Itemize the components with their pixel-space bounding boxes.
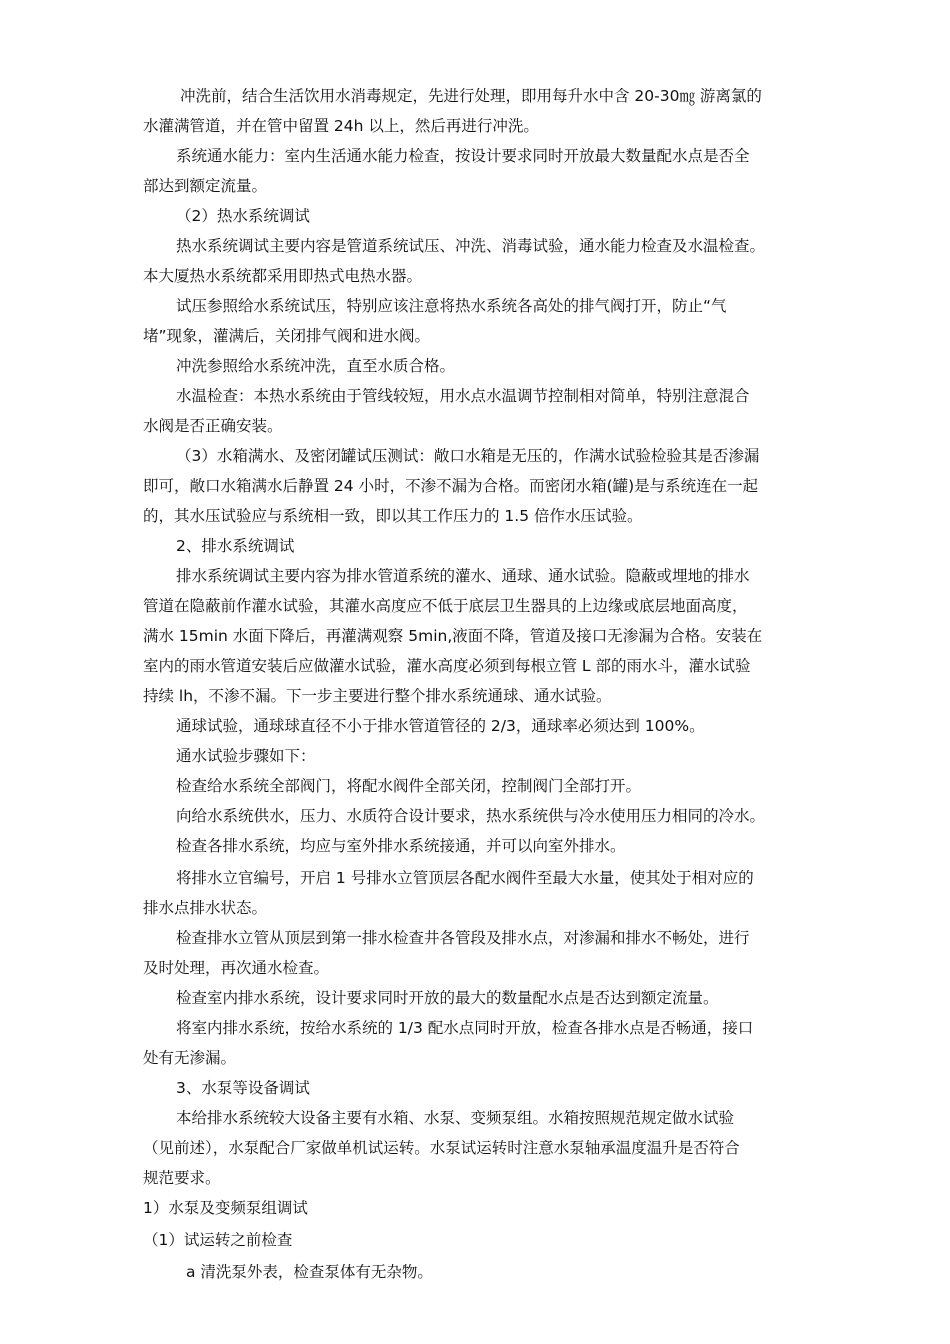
text-line: 水阀是否正确安装。 bbox=[143, 417, 283, 435]
text-line: a 清洗泵外表，检查泵体有无杂物。 bbox=[186, 1263, 433, 1281]
text-line: 试压参照给水系统试压，特别应该注意将热水系统各高处的排气阀打开，防止“气 bbox=[176, 297, 727, 315]
text-line: 冲洗参照给水系统冲洗，直至水质合格。 bbox=[176, 357, 456, 375]
text-line: 本给排水系统较大设备主要有水箱、水泵、变频泵组。水箱按照规范规定做水试验 bbox=[176, 1109, 735, 1127]
text-line: 排水点排水状态。 bbox=[143, 899, 268, 917]
section-heading: 2、排水系统调试 bbox=[176, 537, 295, 555]
text-line: 检查给水系统全部阀门，将配水阀件全部关闭，控制阀门全部打开。 bbox=[176, 777, 642, 795]
text-line: 通水试验步骤如下： bbox=[176, 747, 316, 765]
text-line: 水温检查：本热水系统由于管线较短，用水点水温调节控制相对简单，特别注意混合 bbox=[176, 387, 750, 405]
text-line: 冲洗前，结合生活饮用水消毒规定，先进行处理，即用每升水中含 20-30㎎ 游离氯的 bbox=[180, 87, 762, 105]
text-line: 向给水系统供水，压力、水质符合设计要求，热水系统供与冷水使用压力相同的冷水。 bbox=[176, 807, 766, 825]
text-line: 即可，敞口水箱满水后静置 24 小时，不渗不漏为合格。而密闭水箱(罐)是与系统连在一起 bbox=[143, 477, 759, 495]
text-line: 及时处理，再次通水检查。 bbox=[143, 959, 330, 977]
text-line: 满水 15min 水面下降后，再灌满观察 5min,液面不降，管道及接口无渗漏为合格。安装在 bbox=[143, 627, 763, 645]
text-line: 将室内排水系统，按给水系统的 1/3 配水点同时开放，检查各排水点是否畅通，接口 bbox=[176, 1019, 754, 1037]
text-line: 水灌满管道，并在管中留置 24h 以上，然后再进行冲洗。 bbox=[143, 117, 539, 135]
text-line: 部达到额定流量。 bbox=[143, 177, 268, 195]
text-line: 室内的雨水管道安装后应做灌水试验，灌水高度必须到每根立管 L 部的雨水斗，灌水试验 bbox=[143, 657, 751, 675]
text-line: 的，其水压试验应与系统相一致，即以其工作压力的 1.5 倍作水压试验。 bbox=[143, 507, 643, 525]
text-line: 将排水立官编号，开启 1 号排水立管顶层各配水阀件至最大水量，使其处于相对应的 bbox=[176, 869, 754, 887]
section-heading: （2）热水系统调试 bbox=[176, 207, 310, 225]
text-line: 检查各排水系统，均应与室外排水系统接通，并可以向室外排水。 bbox=[176, 837, 626, 855]
text-line: 处有无渗漏。 bbox=[143, 1049, 237, 1067]
section-heading: 3、水泵等设备调试 bbox=[176, 1079, 310, 1097]
text-line: 通球试验，通球球直径不小于排水管道管径的 2/3，通球率必须达到 100%。 bbox=[176, 717, 705, 735]
text-line: 规范要求。 bbox=[143, 1169, 221, 1187]
section-heading: 1）水泵及变频泵组调试 bbox=[143, 1199, 308, 1217]
text-line: 持续 lh，不渗不漏。下一步主要进行整个排水系统通球、通水试验。 bbox=[143, 687, 612, 705]
text-line: 管道在隐蔽前作灌水试验，其灌水高度应不低于底层卫生器具的上边缘或底层地面高度， bbox=[143, 597, 748, 615]
text-line: 排水系统调试主要内容为排水管道系统的灌水、通球、通水试验。隐蔽或埋地的排水 bbox=[176, 567, 750, 585]
text-line: 检查排水立管从顶层到第一排水检查井各管段及排水点，对渗漏和排水不畅处，进行 bbox=[176, 929, 750, 947]
text-line: （3）水箱满水、及密闭罐试压测试：敞口水箱是无压的，作满水试验检验其是否渗漏 bbox=[176, 447, 760, 465]
text-line: （见前述），水泵配合厂家做单机试运转。水泵试运转时注意水泵轴承温度温升是否符合 bbox=[143, 1139, 740, 1157]
text-line: 堵”现象，灌满后，关闭排气阀和进水阀。 bbox=[143, 327, 431, 345]
text-line: 系统通水能力：室内生活通水能力检查，按设计要求同时开放最大数量配水点是否全 bbox=[176, 147, 750, 165]
text-line: 本大厦热水系统都采用即热式电热水器。 bbox=[143, 267, 423, 285]
section-heading: （1）试运转之前检查 bbox=[143, 1231, 293, 1249]
text-line: 热水系统调试主要内容是管道系统试压、冲洗、消毒试验，通水能力检查及水温检查。 bbox=[176, 237, 766, 255]
text-line: 检查室内排水系统，设计要求同时开放的最大的数量配水点是否达到额定流量。 bbox=[176, 989, 719, 1007]
